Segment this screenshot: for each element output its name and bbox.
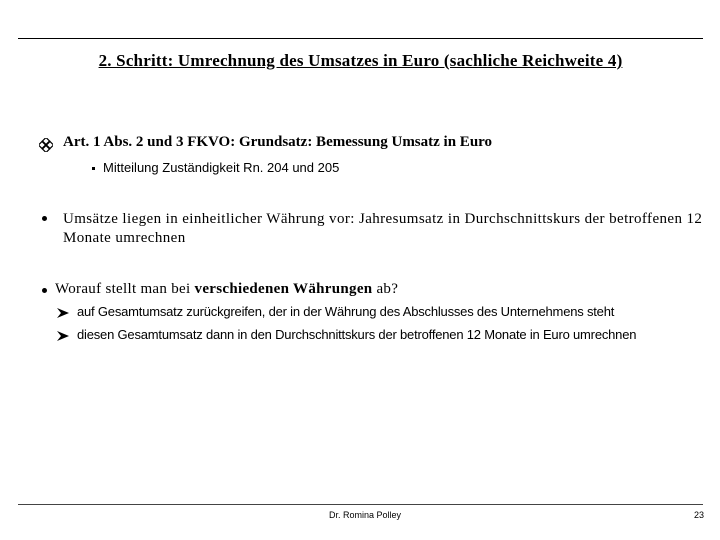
top-divider <box>18 38 703 39</box>
dot-bullet-icon <box>42 216 47 221</box>
bullet-1-text: Art. 1 Abs. 2 und 3 FKVO: Grundsatz: Bemessung Umsatz in Euro <box>63 134 493 150</box>
footer-author: Dr. Romina Polley <box>328 510 402 520</box>
bullet-3-suffix: ab? <box>372 281 399 297</box>
dot-bullet-icon <box>42 288 47 293</box>
bullet-3-bold: verschiedenen Währungen <box>194 281 373 297</box>
arrow-bullet-icon <box>56 330 70 342</box>
arrow-bullet-icon <box>56 307 70 319</box>
bullet-3-item-2: diesen Gesamtumsatz dann in den Durchschnittskurs der betroffenen 12 Monate in Euro umrechnen <box>77 327 637 342</box>
bullet-2-text: Umsätze liegen in einheitlicher Währung vor: Jahresumsatz in Durchschnittskurs der betroffenen 12 Monate umrechnen <box>63 211 703 246</box>
bullet-1-sub-text: Mitteilung Zuständigkeit Rn. 204 und 205 <box>103 160 340 175</box>
bottom-divider <box>18 504 703 505</box>
bullet-3-prefix: Worauf stellt man bei <box>55 281 195 297</box>
diamond-bullet-icon <box>39 138 53 152</box>
page-number: 23 <box>693 510 704 520</box>
bullet-3-text <box>55 281 398 298</box>
square-bullet-icon <box>92 167 95 170</box>
bullet-3-item-1: auf Gesamtumsatz zurückgreifen, der in der Währung des Abschlusses des Unternehmens steht <box>77 304 615 319</box>
slide-title: 2. Schritt: Umrechnung des Umsatzes in Euro (sachliche Reichweite 4) <box>98 51 623 70</box>
